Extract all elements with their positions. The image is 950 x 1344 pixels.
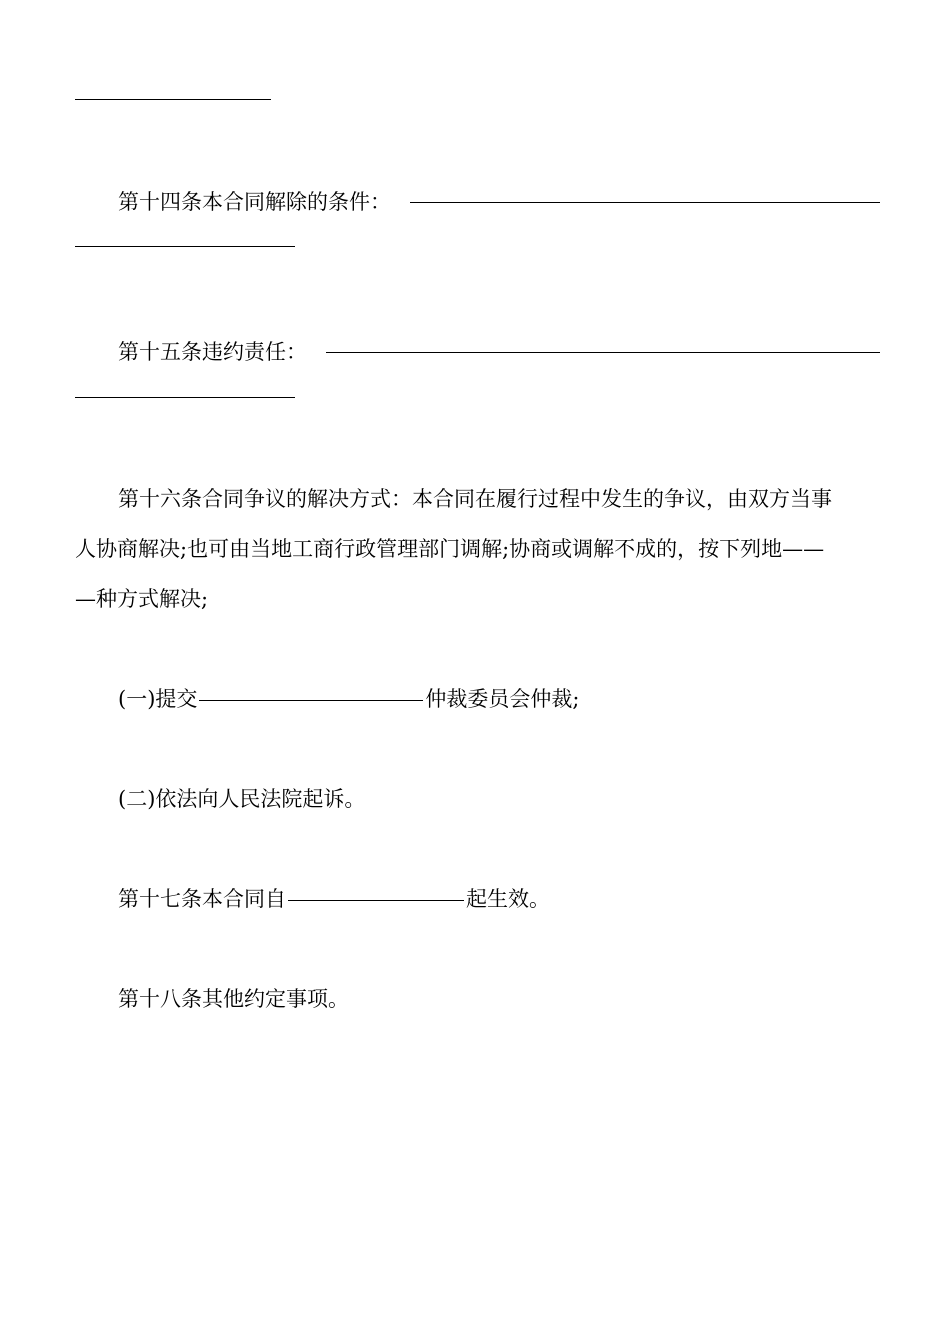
option-2-line: (二)依法向人民法院起诉。	[118, 787, 366, 811]
clause-17-blank	[288, 900, 464, 901]
clause-18-line: 第十八条其他约定事项。	[118, 987, 349, 1011]
clause-15-blank-2	[75, 397, 295, 398]
clause-17-line	[118, 882, 880, 916]
clause-14-blank-1	[410, 202, 880, 203]
option-1-suffix: 仲裁委员会仲裁;	[425, 687, 580, 711]
clause-17-suffix: 起生效。	[466, 887, 550, 911]
clause-15-blank-1	[326, 352, 880, 353]
clause-16-line-3: —种方式解决;	[75, 587, 209, 611]
option-1-blank	[199, 700, 423, 701]
clause-16-line-2: 人协商解决;也可由当地工商行政管理部门调解;协商或调解不成的，按下列地——	[75, 537, 825, 561]
clause-16-line-1: 第十六条合同争议的解决方式：本合同在履行过程中发生的争议，由双方当事	[118, 487, 832, 511]
clause-14-blank-2	[75, 246, 295, 247]
option-1-line	[118, 682, 880, 716]
option-1-prefix: (一)提交	[118, 687, 198, 711]
clause-14-label: 第十四条本合同解除的条件：	[118, 190, 391, 214]
clause-15-label: 第十五条违约责任：	[118, 340, 307, 364]
blank-line-previous-clause	[75, 99, 271, 100]
clause-17-prefix: 第十七条本合同自	[118, 887, 286, 911]
